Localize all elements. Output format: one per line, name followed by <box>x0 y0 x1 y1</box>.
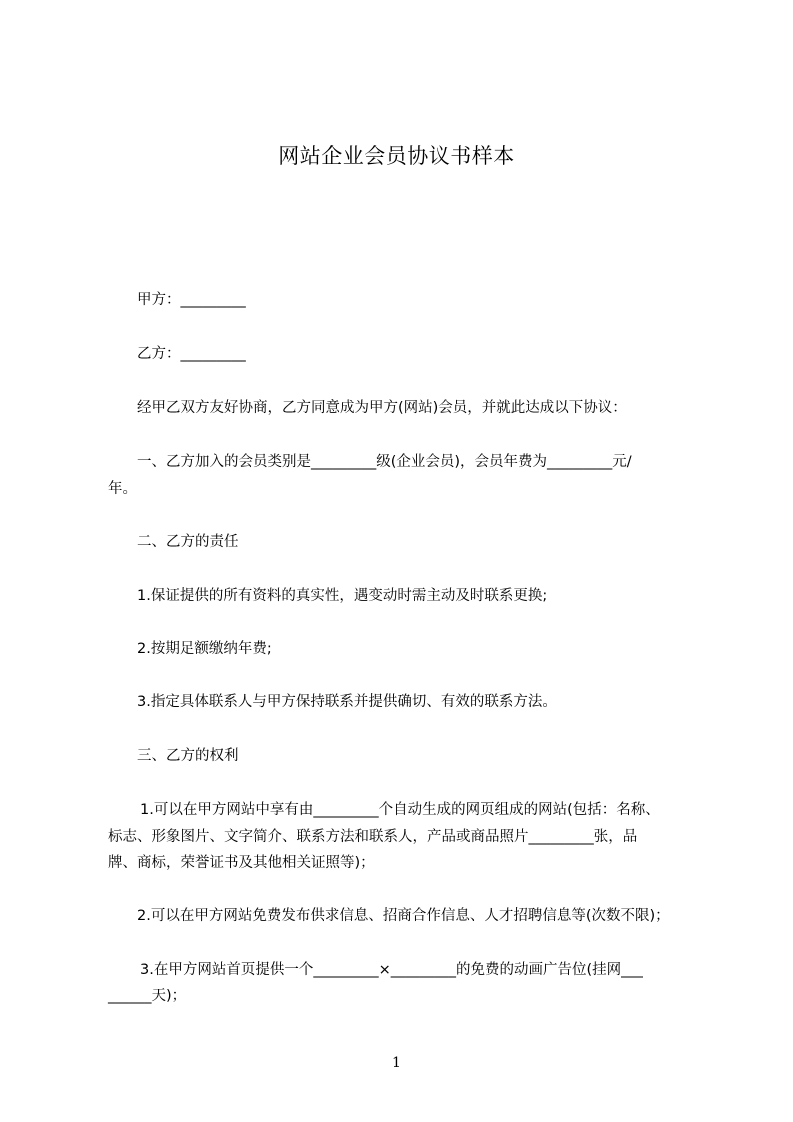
section3-item1-line1: 1.可以在甲方网站中享有由_________个自动生成的网页组成的网站(包括：名称、 <box>140 802 660 818</box>
section3-item3-line1: 3.在甲方网站首页提供一个_________×_________的免费的动画广告位(挂网___ <box>140 962 643 978</box>
section3-item1-line3: 牌、商标，荣誉证书及其他相关证照等)； <box>108 855 375 871</box>
section3-heading: 三、乙方的权利 <box>137 748 239 764</box>
section2-item1: 1.保证提供的所有资料的真实性，遇变动时需主动及时联系更换; <box>137 588 548 604</box>
page-number: 1 <box>392 1055 401 1071</box>
section3-item1-line2: 标志、形象图片、文字简介、联系方法和联系人，产品或商品照片_________张，品 <box>108 829 638 845</box>
section3-item2: 2.可以在甲方网站免费发布供求信息、招商合作信息、人才招聘信息等(次数不限)； <box>137 908 670 924</box>
section3-item3-line2: ______天)； <box>108 988 187 1004</box>
intro-paragraph: 经甲乙双方友好协商，乙方同意成为甲方(网站)会员，并就此达成以下协议： <box>137 400 627 416</box>
party-b-line: 乙方：_________ <box>137 346 246 362</box>
section2-heading: 二、乙方的责任 <box>137 534 239 550</box>
section1-line1: 一、乙方加入的会员类别是_________级(企业会员)，会员年费为_________元/ <box>137 454 632 470</box>
section2-item2: 2.按期足额缴纳年费; <box>137 641 272 657</box>
party-a-line: 甲方：_________ <box>137 292 246 308</box>
section1-line2: 年。 <box>108 481 137 497</box>
section2-item3: 3.指定具体联系人与甲方保持联系并提供确切、有效的联系方法。 <box>137 694 557 710</box>
document-title: 网站企业会员协议书样本 <box>278 144 515 168</box>
